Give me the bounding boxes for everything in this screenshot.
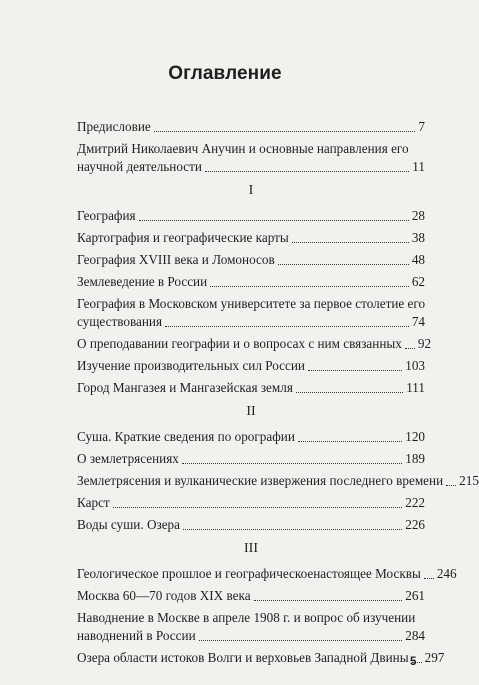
toc-page-number: 284 (405, 628, 425, 643)
dot-leader (183, 529, 402, 530)
toc-entry-title (77, 295, 425, 331)
toc-entry (77, 428, 425, 446)
toc-entry-title (77, 472, 479, 490)
toc-entry-text: География (77, 208, 136, 223)
toc-entry-text: Дмитрий Николаевич Анучин и основные направления его (77, 141, 409, 156)
dot-leader (278, 264, 409, 265)
toc-entry-title (77, 587, 425, 605)
toc-entry-text: наводнений в России (77, 628, 196, 643)
toc-entry (77, 357, 425, 375)
page-title: Оглавление (168, 63, 282, 84)
toc-entry-text: Картография и географические карты (77, 230, 289, 245)
table-of-contents (77, 118, 479, 671)
dot-leader (254, 600, 403, 601)
toc-entry (77, 565, 457, 583)
dot-leader (154, 131, 416, 132)
toc-entry (77, 295, 425, 331)
toc-entry (77, 472, 479, 490)
toc-entry-text: Город Мангазея и Мангазейская земля (77, 380, 293, 395)
toc-page-number: 222 (405, 495, 425, 510)
toc-entry (77, 251, 425, 269)
toc-entry-text: Изучение производительных сил России (77, 358, 305, 373)
toc-page-number: 120 (405, 429, 425, 444)
toc-entry-text: Геологическое прошлое и географическоенастоящее Москвы (77, 566, 421, 581)
dot-leader (113, 507, 403, 508)
toc-page-number: 48 (411, 252, 425, 267)
toc-entry-text: Озера области истоков Волги и верховьев Западной Двины (77, 650, 409, 665)
toc-entry-title (77, 140, 425, 176)
toc-entry-text: Воды суши. Озера (77, 517, 180, 532)
toc-page-number: 74 (411, 314, 425, 329)
toc-page-number: 11 (412, 159, 425, 174)
toc-entry (77, 609, 425, 645)
dot-leader (405, 348, 415, 349)
toc-entry-text: О преподавании географии и о вопросах с ним связанных (77, 336, 402, 351)
dot-leader (424, 578, 434, 579)
toc-page-number: 246 (436, 566, 457, 581)
toc-entry-text: География в Московском университете за первое столетие его (77, 296, 426, 311)
dot-leader (308, 370, 402, 371)
toc-entry-title (77, 229, 425, 247)
toc-entry-text: Москва 60—70 годов XIX века (77, 588, 251, 603)
toc-page-number: 62 (411, 274, 425, 289)
toc-entry-text: География XVIII века и Ломоносов (77, 252, 275, 267)
toc-entry (77, 207, 425, 225)
toc-page-number: 7 (418, 119, 425, 134)
dot-leader (446, 485, 456, 486)
toc-entry-text: Предисловие (77, 119, 151, 134)
section-numeral: III (244, 541, 258, 556)
toc-entry (77, 649, 445, 667)
toc-entry-title (77, 207, 425, 225)
toc-entry-text: Землетрясения и вулканические извержения последнего времени (77, 473, 444, 488)
toc-entry-text: Карст (77, 495, 110, 510)
section-numeral: I (248, 183, 254, 198)
toc-page-number: 261 (405, 588, 425, 603)
dot-leader (296, 392, 403, 393)
toc-entry-title (77, 335, 432, 353)
dot-leader (205, 171, 409, 172)
toc-page-number: 215 (459, 473, 479, 488)
toc-entry (77, 335, 432, 353)
toc-entry-title (77, 118, 425, 136)
toc-page-number: 111 (406, 380, 425, 395)
toc-entry (77, 450, 425, 468)
toc-entry-text: научной деятельности (77, 159, 202, 174)
toc-entry-title (77, 273, 425, 291)
dot-leader (292, 242, 409, 243)
toc-entry-title (77, 649, 445, 667)
toc-entry (77, 229, 425, 247)
dot-leader (182, 463, 402, 464)
toc-entry (77, 494, 425, 512)
toc-entry-title (77, 357, 425, 375)
toc-entry-title (77, 516, 425, 534)
dot-leader (165, 326, 409, 327)
toc-entry (77, 140, 425, 176)
dot-leader (298, 441, 402, 442)
toc-entry-title (77, 609, 425, 645)
toc-entry-title (77, 428, 425, 446)
toc-entry-title (77, 379, 425, 397)
toc-entry (77, 587, 425, 605)
toc-entry (77, 118, 425, 136)
toc-page-number: 28 (411, 208, 425, 223)
toc-entry-text: Землеведение в России (77, 274, 208, 289)
toc-entry-title (77, 450, 425, 468)
toc-page-number: 103 (405, 358, 425, 373)
toc-entry-text: существования (77, 314, 163, 329)
toc-entry-text: Суша. Краткие сведения по орографии (77, 429, 295, 444)
toc-entry-title (77, 251, 425, 269)
toc-entry (77, 516, 425, 534)
toc-page-number: 226 (405, 517, 425, 532)
section-numeral: II (246, 404, 256, 419)
toc-page-number: 297 (424, 650, 445, 665)
toc-page-number: 38 (411, 230, 425, 245)
toc-entry-title (77, 565, 457, 583)
toc-entry (77, 273, 425, 291)
dot-leader (210, 286, 409, 287)
dot-leader (139, 220, 409, 221)
toc-entry (77, 379, 425, 397)
toc-entry-text: О землетрясениях (77, 451, 179, 466)
toc-entry-text: Наводнение в Москве в апреле 1908 г. и вопрос об изучении (77, 610, 416, 625)
dot-leader (199, 640, 403, 641)
toc-page-number: 92 (417, 336, 432, 351)
page-number: 5 (410, 656, 417, 668)
toc-page-number: 189 (405, 451, 425, 466)
toc-entry-title (77, 494, 425, 512)
